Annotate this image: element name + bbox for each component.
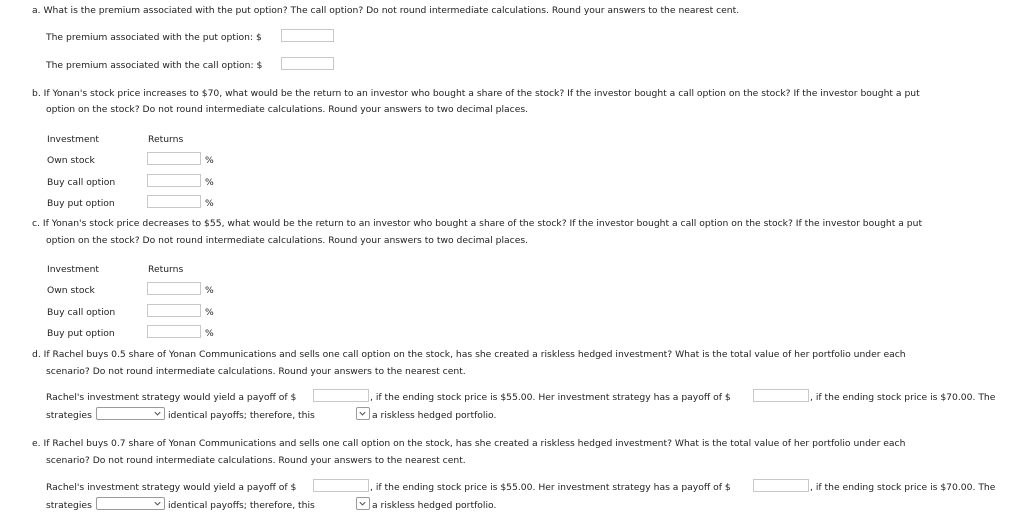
part-e-text-1: Rachel's investment strategy would yield a payoff of $ [46, 482, 297, 493]
part-d-payoff-55-input[interactable] [313, 389, 369, 402]
part-c-row-label: Buy call option [47, 307, 116, 318]
chevron-down-icon [358, 499, 367, 508]
part-d-text-1: Rachel's investment strategy would yield a payoff of $ [46, 392, 297, 403]
percent-unit: % [205, 177, 214, 188]
part-b-col-returns: Returns [148, 134, 184, 145]
part-d-question-line1: d. If Rachel buys 0.5 share of Yonan Communications and sells one call option on the stock, has she created a riskless hedged investment? What is the total value of her portfolio under each [32, 349, 906, 360]
percent-unit: % [205, 155, 214, 166]
part-d-text-6: a riskless hedged portfolio. [372, 410, 497, 421]
put-premium-label: The premium associated with the put option: $ [46, 32, 262, 43]
part-e-payoff-55-input[interactable] [313, 479, 369, 492]
part-b-question-line2: option on the stock? Do not round intermediate calculations. Round your answers to two decimal places. [46, 104, 529, 115]
part-e-text-5: identical payoffs; therefore, this [168, 500, 315, 511]
part-d-question-line2: scenario? Do not round intermediate calculations. Round your answers to the nearest cent. [46, 366, 466, 377]
part-d-strategies-select[interactable] [96, 407, 165, 420]
part-c-put-option-input[interactable] [147, 325, 201, 338]
part-d-text-3: , if the ending stock price is $70.00. The [810, 392, 996, 403]
part-b-row-label: Own stock [47, 155, 95, 166]
part-e-question-line2: scenario? Do not round intermediate calculations. Round your answers to the nearest cent. [46, 455, 466, 466]
part-c-question-line2: option on the stock? Do not round intermediate calculations. Round your answers to two decimal places. [46, 235, 529, 246]
part-e-payoff-70-input[interactable] [753, 479, 809, 492]
part-b-call-option-input[interactable] [147, 174, 201, 187]
part-b-row-label: Buy put option [47, 198, 115, 209]
chevron-down-icon [153, 409, 162, 418]
part-e-text-2: , if the ending stock price is $55.00. Her investment strategy has a payoff of $ [370, 482, 731, 493]
part-c-call-option-input[interactable] [147, 304, 201, 317]
part-d-text-4: strategies [46, 410, 92, 421]
part-e-strategies-select[interactable] [96, 497, 165, 510]
part-d-payoff-70-input[interactable] [753, 389, 809, 402]
part-d-portfolio-select[interactable] [356, 407, 370, 420]
percent-unit: % [205, 198, 214, 209]
part-e-portfolio-select[interactable] [356, 497, 370, 510]
part-c-own-stock-input[interactable] [147, 282, 201, 295]
part-b-row-label: Buy call option [47, 177, 116, 188]
part-e-text-4: strategies [46, 500, 92, 511]
percent-unit: % [205, 307, 214, 318]
part-c-row-label: Buy put option [47, 328, 115, 339]
part-c-row-label: Own stock [47, 285, 95, 296]
chevron-down-icon [358, 409, 367, 418]
part-d-text-5: identical payoffs; therefore, this [168, 410, 315, 421]
percent-unit: % [205, 328, 214, 339]
part-e-question-line1: e. If Rachel buys 0.7 share of Yonan Communications and sells one call option on the stock, has she created a riskless hedged investment? What is the total value of her portfolio under each [32, 438, 906, 449]
part-b-question-line1: b. If Yonan's stock price increases to $70, what would be the return to an investor who bought a share of the stock? If the investor bought a call option on the stock? If the investor bought a put [32, 88, 920, 99]
part-b-put-option-input[interactable] [147, 195, 201, 208]
part-d-text-2: , if the ending stock price is $55.00. Her investment strategy has a payoff of $ [370, 392, 731, 403]
part-b-own-stock-input[interactable] [147, 152, 201, 165]
call-premium-label: The premium associated with the call option: $ [46, 60, 263, 71]
part-c-col-returns: Returns [148, 264, 184, 275]
part-e-text-6: a riskless hedged portfolio. [372, 500, 497, 511]
part-c-question-line1: c. If Yonan's stock price decreases to $55, what would be the return to an investor who bought a share of the stock? If the investor bought a call option on the stock? If the investor bought a put [32, 218, 923, 229]
part-a-question: a. What is the premium associated with the put option? The call option? Do not round intermediate calculations. Round your answers to the nearest cent. [32, 5, 740, 16]
call-premium-input[interactable] [281, 57, 334, 70]
part-e-text-3: , if the ending stock price is $70.00. The [810, 482, 996, 493]
part-b-col-investment: Investment [47, 134, 100, 145]
part-c-col-investment: Investment [47, 264, 100, 275]
percent-unit: % [205, 285, 214, 296]
chevron-down-icon [153, 499, 162, 508]
put-premium-input[interactable] [281, 29, 334, 42]
